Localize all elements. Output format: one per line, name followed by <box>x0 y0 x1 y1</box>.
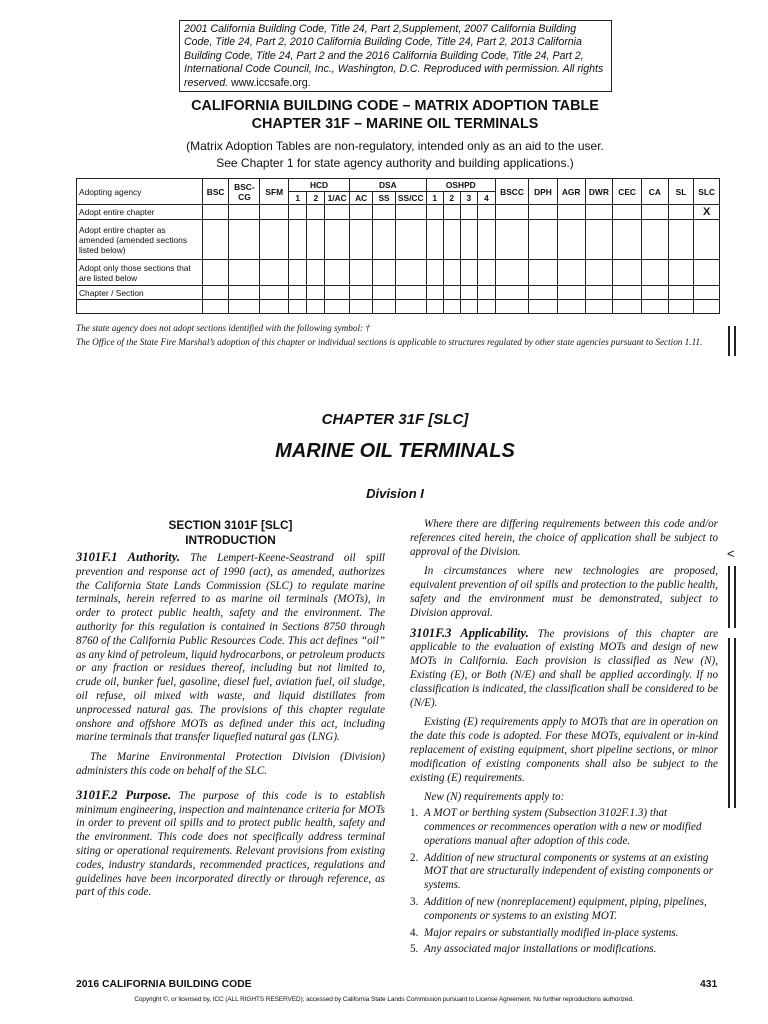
applicability-body: The provisions of this chapter are applicable to the evaluation of existing MOTs and design of new MOTs in California. Each provision is classified as New (N), Existing (E), or Both (N/E) and shall be applied accordingly. If no classification is indicated, the classification shall be considered to be (N/E). <box>410 627 719 709</box>
header-dph: DPH <box>529 179 558 205</box>
matrix-adoption-table <box>76 178 720 314</box>
right-column <box>410 518 718 960</box>
table-row <box>77 260 720 286</box>
matrix-subtitle: CHAPTER 31F – MARINE OIL TERMINALS <box>251 116 539 132</box>
row-label: Adopt entire chapter <box>77 205 203 220</box>
header-dsa-ss: SS <box>373 192 395 205</box>
header-agr: AGR <box>557 179 585 205</box>
applicability-heading: 3101F.3 Applicability. <box>410 625 529 640</box>
list-item: 1. A MOT or berthing system (Subsection 3102F.1.3) that commences or recommences operation with a new or modified operations manual after adoption of this code. <box>410 807 702 847</box>
revision-bar <box>734 638 736 808</box>
header-sfm: SFM <box>260 179 289 205</box>
header-oshpd-4: 4 <box>477 192 495 205</box>
page-number: 431 <box>700 979 718 990</box>
list-item: 5. Any associated major installations or modifications. <box>410 943 657 956</box>
header-adopting-agency: Adopting agency <box>77 179 203 205</box>
matrix-note-line1: (Matrix Adoption Tables are non-regulatory, intended only as an aid to the user. <box>186 139 604 153</box>
list-item: 2. Addition of new structural components or systems at an existing MOT that are structurally independent of existing components or systems. <box>410 851 714 892</box>
paragraph-division: The Marine Environmental Protection Division (Division) administers this code on behalf of the SLC. <box>76 751 385 777</box>
header-bsc: BSC <box>202 179 229 205</box>
purpose-body: The purpose of this code is to establish minimum engineering, inspection and maintenance criteria for MOTs in order to prevent oil spills and to protect public health, safety and the environment. This code does not specifically address terminal siting or operational requirements. Relevant provisions from existing codes, industry standards, recommended practices, regulations and guidelines have been incorporated directly or through reference, as part of this code. <box>76 789 386 899</box>
revision-bar <box>728 638 730 808</box>
table-row <box>77 220 720 260</box>
table-footnote-symbol: The state agency does not adopt sections identified with the following symbol: † <box>76 323 370 333</box>
header-hcd-1ac: 1/AC <box>325 192 350 205</box>
matrix-title: CALIFORNIA BUILDING CODE – MATRIX ADOPTION TABLE <box>191 98 599 114</box>
notice-url[interactable]: www.iccsafe.org. <box>231 76 311 89</box>
paragraph-new: New (N) requirements apply to: <box>424 791 565 804</box>
paragraph-existing: Existing (E) requirements apply to MOTs that are in operation on the date this code is adopted. For these MOTs, equivalent or in-kind replacement of existing equipment, short pipeline sections, or minor modification of existing components shall also be subject to the existing (E) requirements. <box>410 716 718 784</box>
header-hcd: HCD <box>289 179 350 192</box>
notice-text: 2001 California Building Code, Title 24, Part 2,Supplement, 2007 California Building Code, Title 24, Part 2, 2010 California Building Code, Title 24, Part 2, 2013 California Building Code, Title 24, Part 2 and the 2016 California Building Code, Title 24, Part 2, International Code Council, Inc., Washington, D.C. Reproduced with permission. All rights reserved. <box>184 23 604 89</box>
list-item: 3. Addition of new (nonreplacement) equipment, piping, pipelines, components or systems to an existing MOT. <box>410 895 707 922</box>
header-oshpd: OSHPD <box>426 179 495 192</box>
header-cec: CEC <box>613 179 642 205</box>
header-oshpd-1: 1 <box>426 192 443 205</box>
header-dsa-sscc: SS/CC <box>395 192 426 205</box>
row-label: Adopt only those sections that are listed below <box>77 260 203 286</box>
paragraph-differing-requirements: Where there are differing requirements between this code and/or references cited herein, the choice of application shall be subject to approval of the Division. <box>410 518 718 558</box>
header-bscc: BSCC <box>495 179 528 205</box>
running-footer-title: 2016 CALIFORNIA BUILDING CODE <box>76 979 252 990</box>
header-hcd-1: 1 <box>289 192 307 205</box>
section-heading <box>76 518 385 547</box>
header-ca: CA <box>642 179 669 205</box>
paragraph-new-technologies: In circumstances where new technologies are proposed, equivalent prevention of oil spills and protection to the public health, safety and the environment must be demonstrated, subject to Division approval. <box>410 565 718 619</box>
chapter-title: MARINE OIL TERMINALS <box>275 440 515 462</box>
left-column <box>76 518 385 906</box>
row-label: Chapter / Section <box>77 286 203 300</box>
license-copyright-line: Copyright ©, or licensed by, ICC (ALL RIGHTS RESERVED); accessed by California State Lands Commission pursuant to License Agreement. No further reproductions authorized. <box>134 996 634 1003</box>
matrix-note-line2: See Chapter 1 for state agency authority and building applications.) <box>216 156 574 170</box>
margin-change-mark: < <box>727 546 735 561</box>
new-requirements-list <box>410 807 718 957</box>
header-oshpd-2: 2 <box>443 192 460 205</box>
authority-heading: 3101F.1 Authority. <box>76 550 180 564</box>
header-dwr: DWR <box>585 179 613 205</box>
revision-bar <box>734 326 736 356</box>
table-row <box>77 286 720 300</box>
revision-bar <box>734 566 736 628</box>
section-number: SECTION 3101F [SLC] <box>168 518 293 532</box>
list-item: 4. Major repairs or substantially modified in-place systems. <box>410 926 679 939</box>
paragraph-applicability <box>410 627 718 711</box>
paragraph-purpose <box>76 789 385 900</box>
header-dsa: DSA <box>349 179 426 192</box>
header-hcd-2: 2 <box>307 192 325 205</box>
header-sl: SL <box>668 179 694 205</box>
header-oshpd-3: 3 <box>460 192 477 205</box>
section-title: INTRODUCTION <box>185 532 276 547</box>
header-dsa-ac: AC <box>349 192 372 205</box>
header-bsc-cg: BSC-CG <box>229 179 260 205</box>
slc-adopt-mark: X <box>694 205 720 220</box>
table-row <box>77 300 720 314</box>
copyright-notice-box <box>179 20 612 92</box>
revision-bar <box>728 566 730 628</box>
division-heading: Division I <box>366 486 424 501</box>
chapter-number: CHAPTER 31F [SLC] <box>321 411 469 428</box>
row-label: Adopt entire chapter as amended (amended sections listed below) <box>77 220 203 260</box>
paragraph-authority <box>76 551 385 745</box>
purpose-heading: 3101F.2 Purpose. <box>76 787 172 802</box>
table-footnote-sfm: The Office of the State Fire Marshal’s adoption of this chapter or individual sections is applicable to structures regulated by other state agencies pursuant to Section 1.11. <box>76 337 703 347</box>
table-row <box>77 205 720 220</box>
authority-body: The Lempert-Keene-Seastrand oil spill prevention and response act of 1990 (act), as amended, authorizes the California State Lands Commission (SLC) to regulate marine terminals, herein referred to as marine oil terminals (MOTs), in order to protect public health, safety and the environment. The authority for this regulation is contained in Sections 8750 through 8760 of the California Public Resources Code. This act defines “oil” as any kind of petroleum, liquid hydrocarbons, or petroleum products or any fraction or residues thereof, including but not limited to, crude oil, bunker fuel, gasoline, diesel fuel, aviation fuel, oil sludge, oil refuse, oil mixed with waste, and liquid distillates from unprocessed natural gas. The provisions of this chapter regulate onshore and offshore MOTs as defined under this act, including marine terminals that transfer liquefied natural gas (LNG). <box>76 552 385 744</box>
header-slc: SLC <box>694 179 720 205</box>
revision-bar <box>728 326 730 356</box>
